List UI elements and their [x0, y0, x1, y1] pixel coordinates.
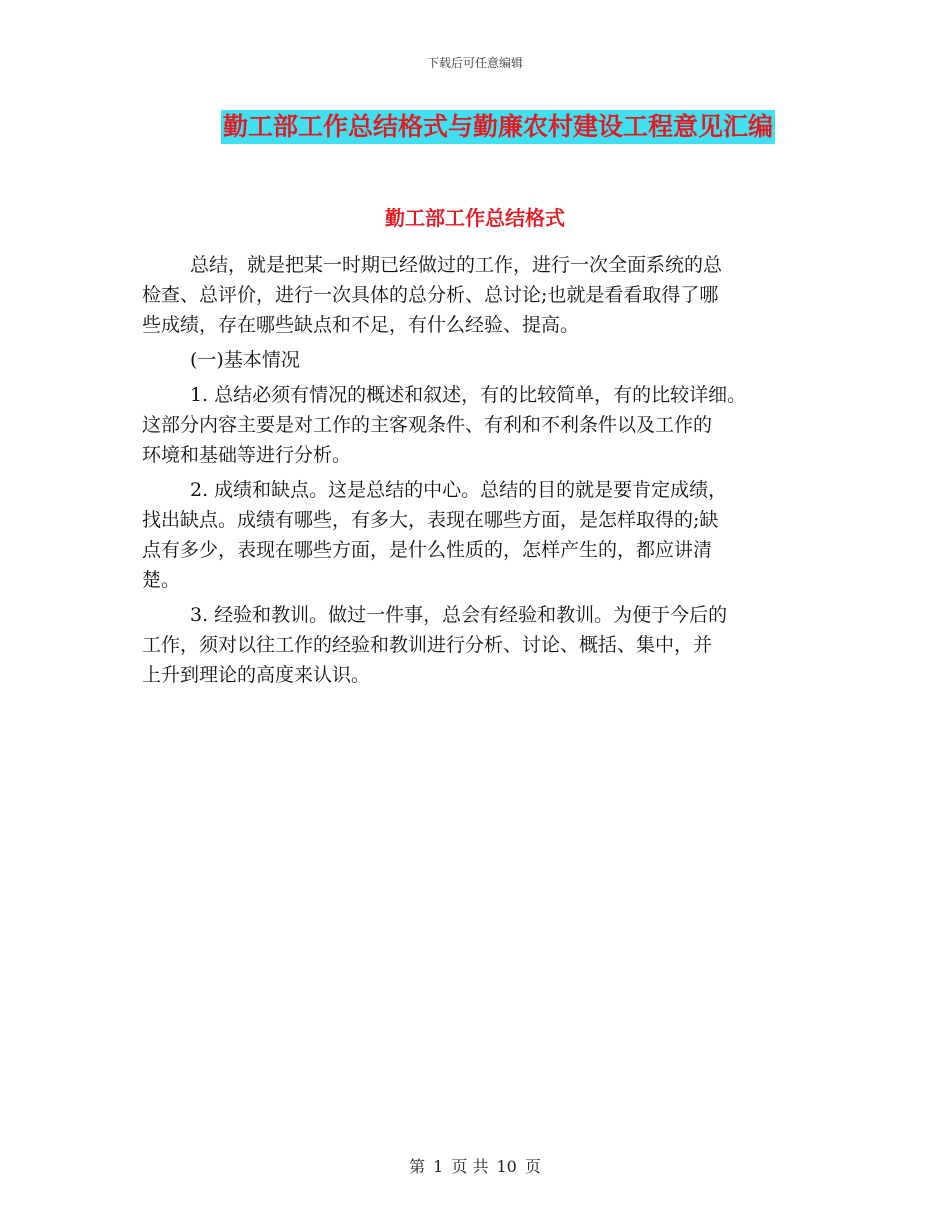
text-line: 点有多少，表现在哪些方面，是什么性质的，怎样产生的，都应讲清 [142, 539, 713, 561]
text-line: 检查、总评价，进行一次具体的总分析、总讨论;也就是看看取得了哪 [142, 284, 719, 306]
text-line: 工作，须对以往工作的经验和教训进行分析、讨论、概括、集中，并 [142, 634, 713, 656]
text-line: 3. 经验和教训。做过一件事，总会有经验和教训。为便于今后的 [190, 604, 728, 626]
page-total-number: 10 [496, 1157, 517, 1176]
page-current-number: 1 [433, 1157, 444, 1176]
text-line: 找出缺点。成绩有哪些，有多大，表现在哪些方面，是怎样取得的;缺 [142, 509, 719, 531]
page-header: 下载后可任意编辑 [426, 56, 523, 70]
subheading-basic-situation: (一)基本情况 [190, 349, 300, 371]
text-line: 2. 成绩和缺点。这是总结的中心。总结的目的就是要肯定成绩， [190, 479, 728, 501]
page-label-suffix: 页 [524, 1157, 541, 1176]
text-line: 上升到理论的高度来认识。 [142, 664, 371, 686]
text-line: 这部分内容主要是对工作的主客观条件、有利和不利条件以及工作的 [142, 414, 713, 436]
text-line: 环境和基础等进行分析。 [142, 444, 352, 466]
paragraph-item-1 [142, 380, 822, 470]
paragraph-item-2 [142, 475, 822, 595]
page-label-prefix: 第 [409, 1157, 426, 1176]
text-line: 1. 总结必须有情况的概述和叙述，有的比较简单，有的比较详细。 [190, 384, 747, 406]
document-body [142, 250, 822, 695]
main-title-container [0, 110, 950, 144]
text-line: 些成绩，存在哪些缺点和不足，有什么经验、提高。 [142, 314, 580, 336]
paragraph-subheading [142, 345, 822, 375]
section-title: 勤工部工作总结格式 [385, 206, 565, 230]
text-line: 总结，就是把某一时期已经做过的工作，进行一次全面系统的总 [190, 254, 723, 276]
main-title: 勤工部工作总结格式与勤廉农村建设工程意见汇编 [221, 110, 775, 144]
paragraph-intro [142, 250, 822, 340]
page-label-mid: 页 共 [451, 1157, 489, 1176]
paragraph-item-3 [142, 600, 822, 690]
text-line: 楚。 [142, 569, 181, 591]
page-footer [0, 1154, 950, 1177]
